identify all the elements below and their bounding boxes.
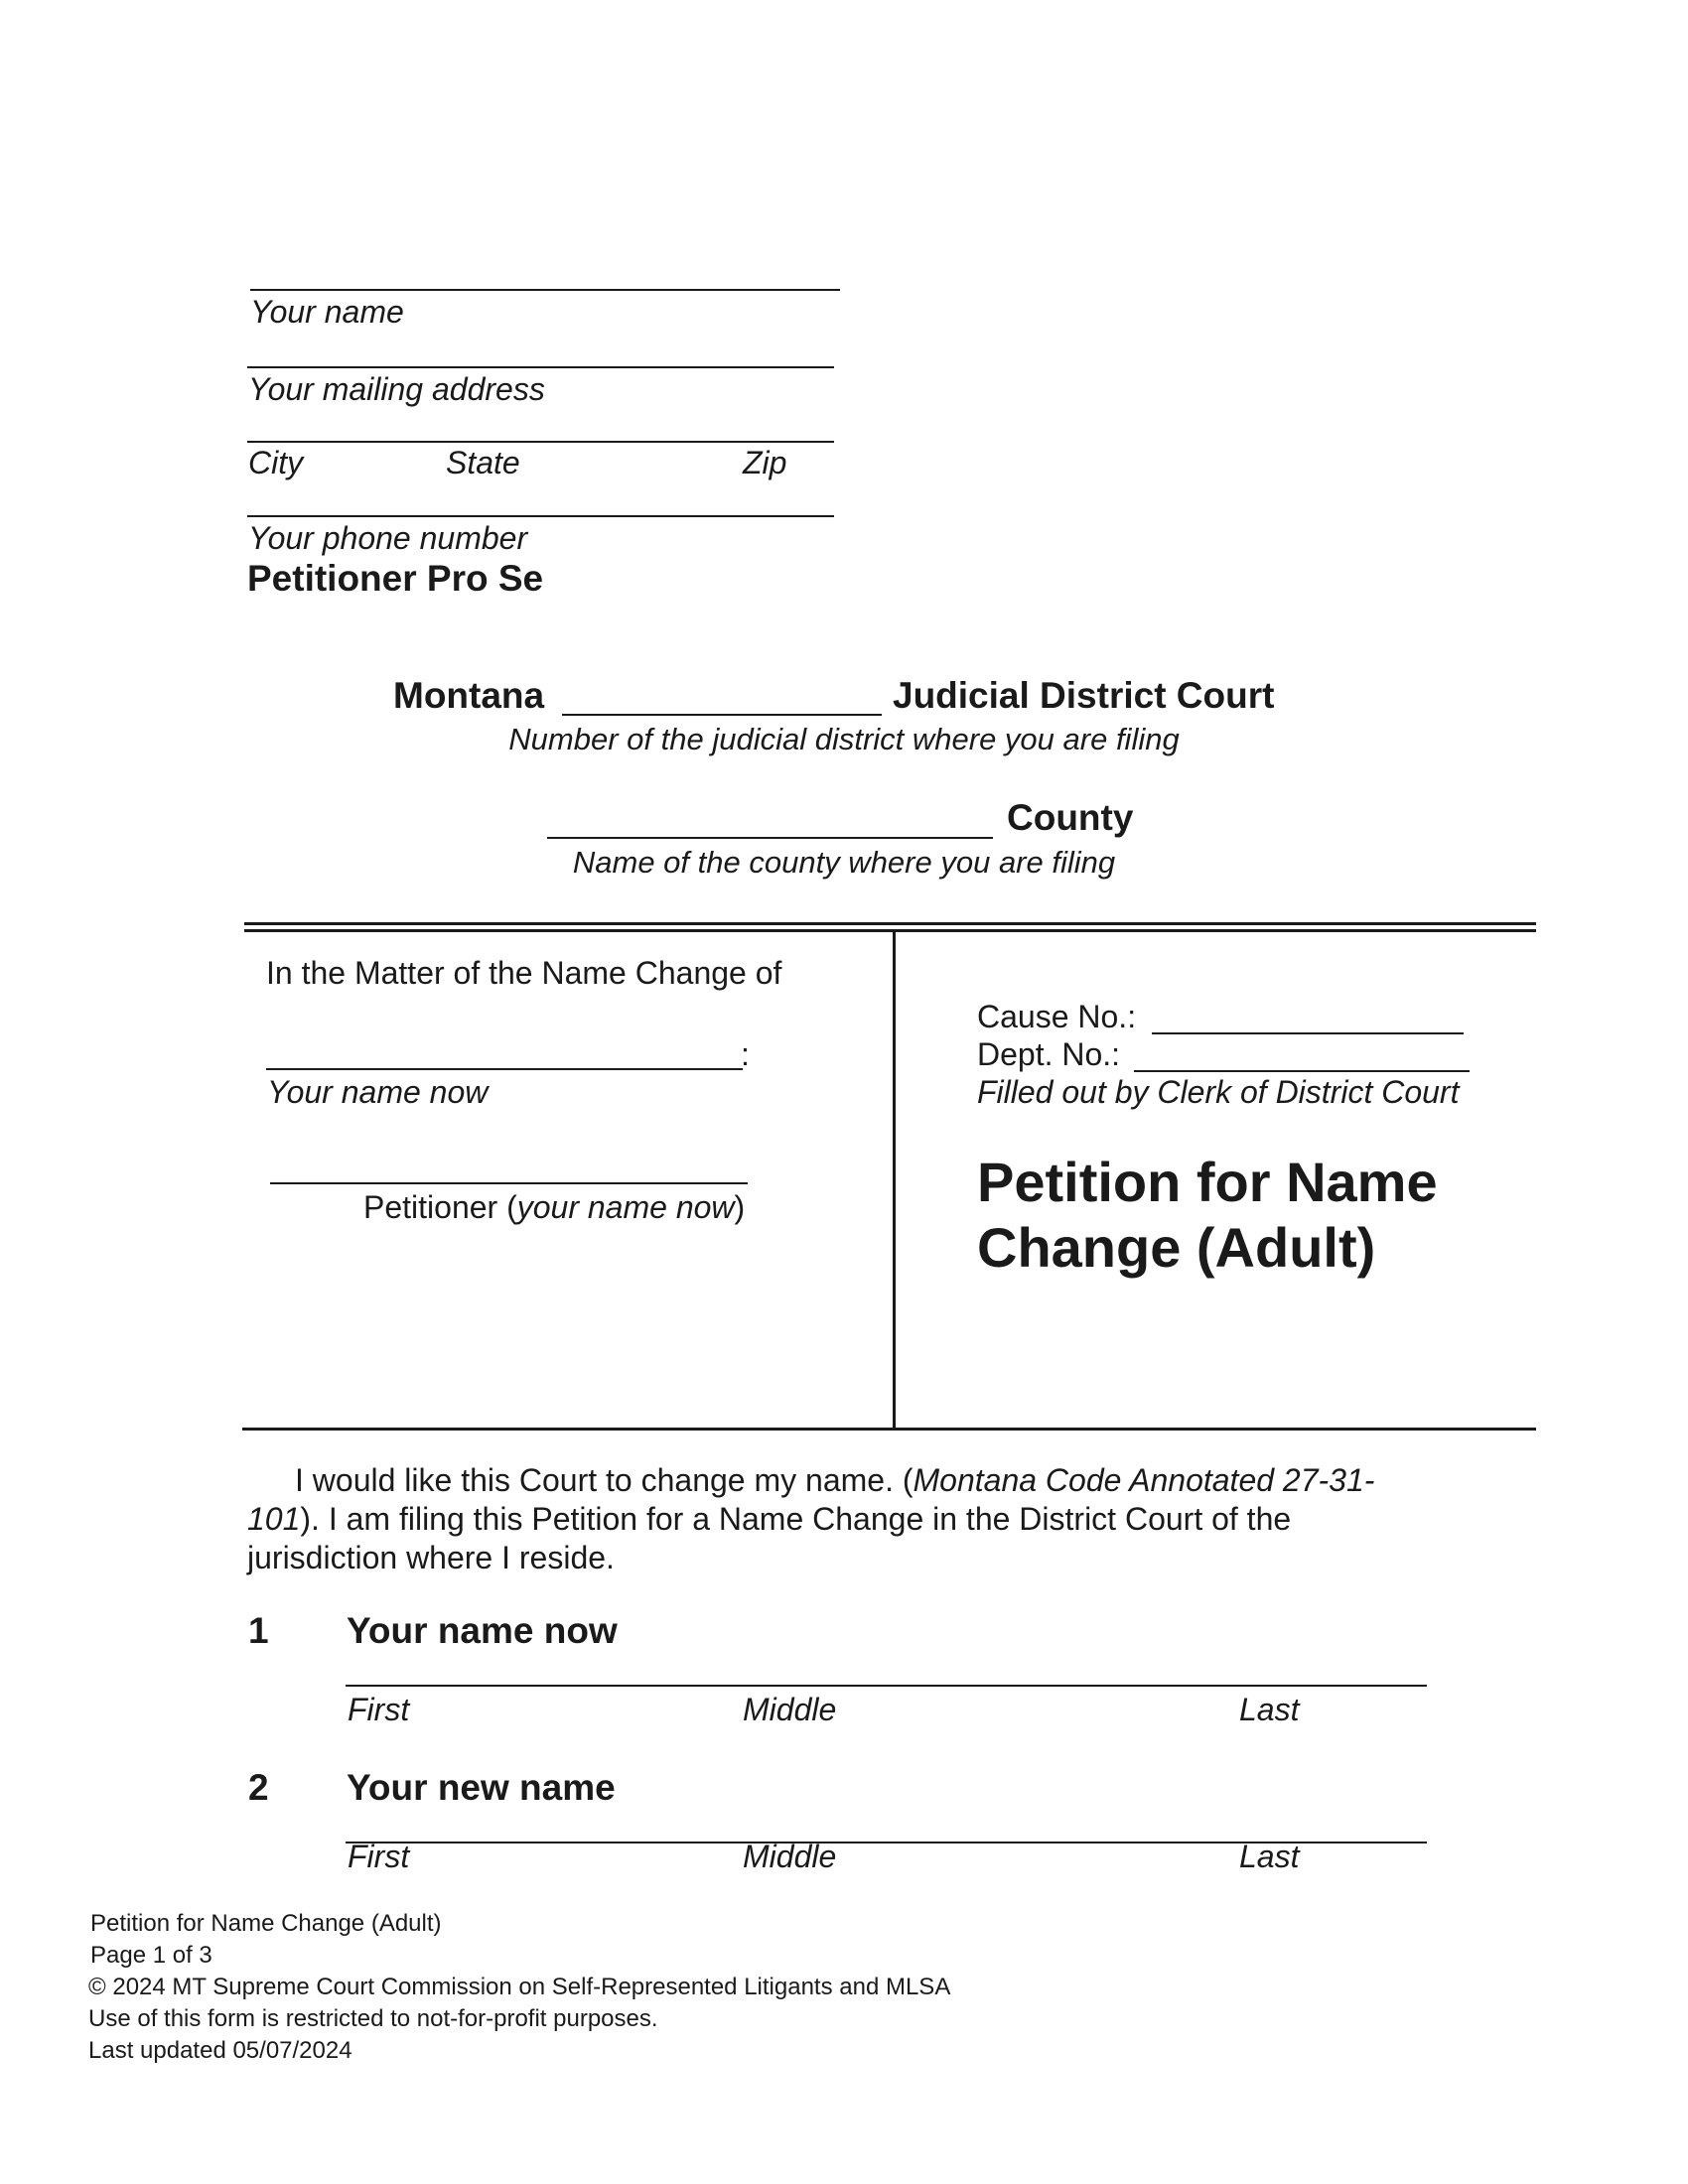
section-1-heading: Your name now <box>347 1610 618 1651</box>
clerk-hint: Filled out by Clerk of District Court <box>977 1074 1460 1110</box>
county-name-line[interactable] <box>547 837 993 839</box>
petitioner-caption <box>363 1189 745 1226</box>
caption-top-rule-1 <box>244 922 1536 925</box>
section-2-middle-label: Middle <box>743 1839 837 1874</box>
intro-text-a: I would like this Court to change my name. ( <box>295 1462 914 1498</box>
district-number-line[interactable] <box>562 714 882 716</box>
doc-title-line2: Change (Adult) <box>977 1216 1376 1279</box>
footer-restriction: Use of this form is restricted to not-for-profit purposes. <box>88 2005 658 2032</box>
section-1-number: 1 <box>248 1610 269 1651</box>
section-1-middle-label: Middle <box>743 1692 837 1727</box>
county-word: County <box>1007 797 1134 838</box>
phone-label: Your phone number <box>248 520 528 556</box>
county-hint: Name of the county where you are filing <box>572 845 1116 880</box>
footer-updated: Last updated 05/07/2024 <box>88 2037 352 2064</box>
footer-copyright: © 2024 MT Supreme Court Commission on Self-Represented Litigants and MLSA <box>88 1974 951 2000</box>
name-line[interactable] <box>250 289 840 291</box>
dept-no-label: Dept. No.: <box>977 1036 1121 1072</box>
footer-page: Page 1 of 3 <box>90 1942 212 1969</box>
intro-text-c: jurisdiction where I reside. <box>247 1540 615 1575</box>
petitioner-pro-se: Petitioner Pro Se <box>247 558 544 599</box>
section-2-last-label: Last <box>1239 1839 1300 1874</box>
court-state-word: Montana <box>393 675 545 716</box>
doc-title-line1: Petition for Name <box>977 1151 1438 1213</box>
intro-text-b: ). I am filing this Petition for a Name Change in the District Court of the <box>300 1501 1292 1537</box>
cause-no-line[interactable] <box>1152 1032 1464 1034</box>
cause-no-label: Cause No.: <box>977 999 1137 1034</box>
zip-label: Zip <box>743 445 787 480</box>
your-name-now-line[interactable] <box>266 1068 743 1070</box>
state-label: State <box>446 445 520 480</box>
phone-line[interactable] <box>247 515 834 517</box>
petitioner-close: ) <box>734 1189 746 1225</box>
your-name-label: Your name <box>250 294 404 330</box>
caption-colon: : <box>741 1036 750 1072</box>
section-2-heading: Your new name <box>347 1767 616 1808</box>
petitioner-italic: your name now <box>516 1189 735 1225</box>
caption-divider <box>893 930 896 1431</box>
dept-no-line[interactable] <box>1134 1070 1470 1072</box>
your-name-now-label: Your name now <box>267 1074 489 1110</box>
court-suffix: Judicial District Court <box>893 675 1275 716</box>
mailing-address-label: Your mailing address <box>248 371 545 407</box>
district-hint: Number of the judicial district where you are filing <box>508 722 1180 756</box>
mailing-address-line[interactable] <box>247 366 834 368</box>
section-2-first-label: First <box>348 1839 410 1874</box>
matter-text: In the Matter of the Name Change of <box>266 955 782 991</box>
intro-code-ref-b: 101 <box>247 1501 301 1537</box>
city-label: City <box>248 445 304 480</box>
intro-code-ref-a: Montana Code Annotated 27-31- <box>913 1462 1375 1498</box>
caption-bottom-rule <box>242 1428 1536 1431</box>
footer <box>88 1908 950 2067</box>
city-state-zip-line[interactable] <box>247 441 834 443</box>
footer-form-title: Petition for Name Change (Adult) <box>90 1910 442 1937</box>
intro-paragraph <box>247 1461 1439 1577</box>
caption-top-rule-2 <box>244 929 1536 932</box>
section-1-first-label: First <box>348 1692 410 1727</box>
section-2-number: 2 <box>248 1767 269 1808</box>
section-1-name-line[interactable] <box>346 1685 1427 1687</box>
petitioner-word: Petitioner ( <box>363 1189 517 1225</box>
petitioner-name-line[interactable] <box>270 1182 748 1184</box>
section-1-last-label: Last <box>1239 1692 1300 1727</box>
